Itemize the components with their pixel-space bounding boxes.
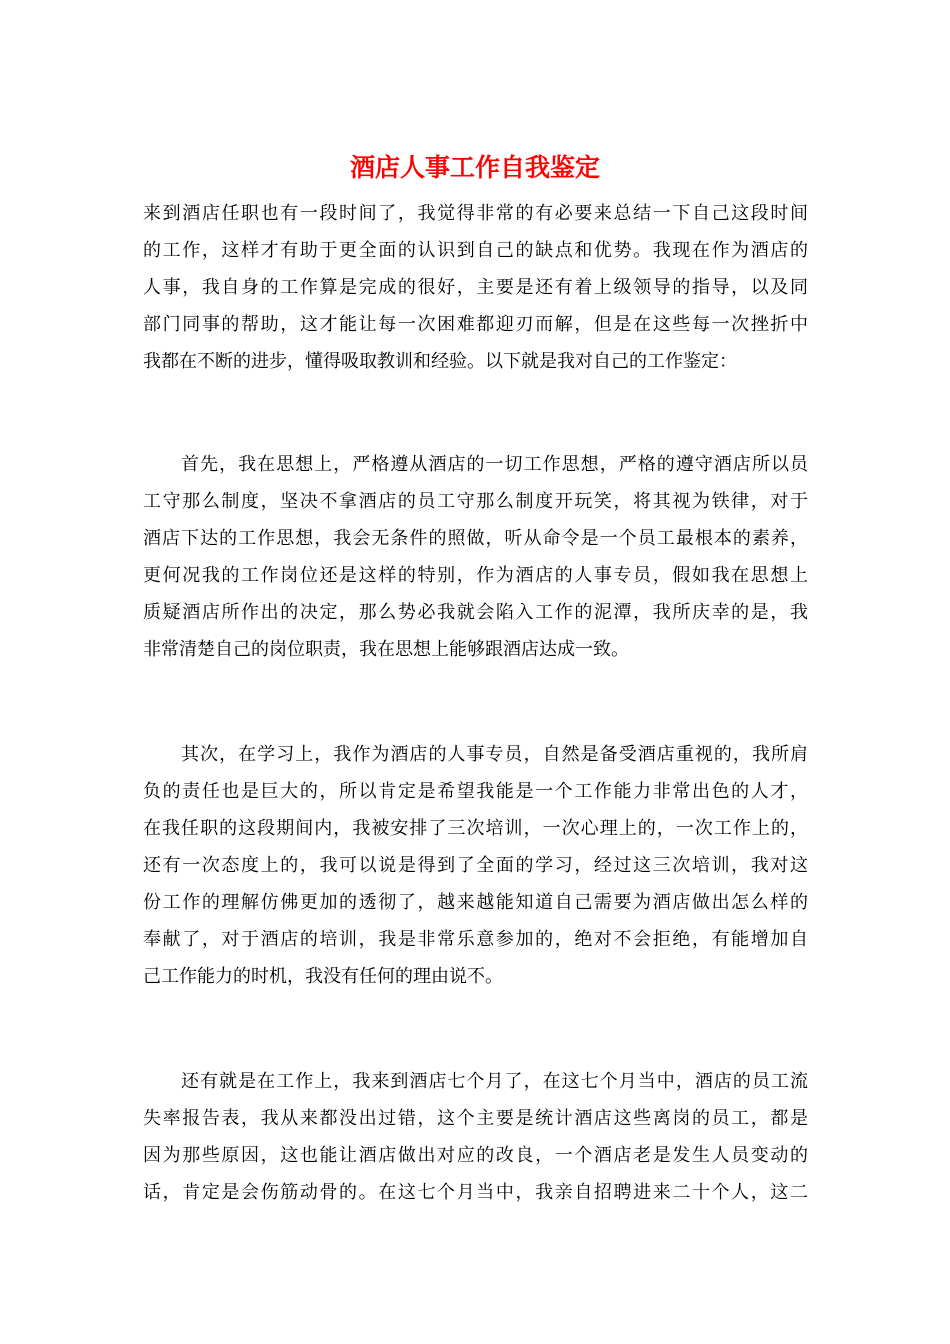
text-line: 我都在不断的进步，懂得吸取教训和经验。以下就是我对自己的工作鉴定： xyxy=(143,351,737,372)
text-line: 人事，我自身的工作算是完成的很好，主要是还有着上级领导的指导，以及同 xyxy=(143,277,808,298)
text-line: 还有就是在工作上，我来到酒店七个月了，在这七个月当中，酒店的员工流 xyxy=(143,1071,808,1092)
text-line: 工守那么制度，坚决不拿酒店的员工守那么制度开玩笑，将其视为铁律，对于 xyxy=(143,491,808,512)
text-line: 其次，在学习上，我作为酒店的人事专员，自然是备受酒店重视的，我所肩 xyxy=(143,744,808,765)
text-line: 奉献了，对于酒店的培训，我是非常乐意参加的，绝对不会拒绝，有能增加自 xyxy=(143,929,808,950)
document-title: 酒店人事工作自我鉴定 xyxy=(349,153,600,182)
text-line: 份工作的理解仿佛更加的透彻了，越来越能知道自己需要为酒店做出怎么样的 xyxy=(143,892,808,913)
text-line: 非常清楚自己的岗位职责，我在思想上能够跟酒店达成一致。 xyxy=(143,639,629,660)
paragraph-thought xyxy=(143,446,808,668)
paragraph-study xyxy=(143,736,808,995)
text-line: 还有一次态度上的，我可以说是得到了全面的学习，经过这三次培训，我对这 xyxy=(143,855,808,876)
text-line: 首先，我在思想上，严格遵从酒店的一切工作思想，严格的遵守酒店所以员 xyxy=(143,454,808,475)
text-line: 负的责任也是巨大的，所以肯定是希望我能是一个工作能力非常出色的人才， xyxy=(143,781,808,802)
paragraph-intro xyxy=(143,195,808,380)
text-line: 更何况我的工作岗位还是这样的特别，作为酒店的人事专员，假如我在思想上 xyxy=(143,565,808,586)
text-line: 部门同事的帮助，这才能让每一次困难都迎刃而解，但是在这些每一次挫折中 xyxy=(143,314,808,335)
text-line: 话，肯定是会伤筋动骨的。在这七个月当中，我亲自招聘进来二十个人，这二 xyxy=(143,1182,808,1203)
text-line: 的工作，这样才有助于更全面的认识到自己的缺点和优势。我现在作为酒店的 xyxy=(143,240,808,261)
text-line: 质疑酒店所作出的决定，那么势必我就会陷入工作的泥潭，我所庆幸的是，我 xyxy=(143,602,808,623)
text-line: 在我任职的这段期间内，我被安排了三次培训，一次心理上的，一次工作上的， xyxy=(143,818,808,839)
text-line: 酒店下达的工作思想，我会无条件的照做，听从命令是一个员工最根本的素养， xyxy=(143,528,808,549)
text-line: 来到酒店任职也有一段时间了，我觉得非常的有必要来总结一下自己这段时间 xyxy=(143,203,808,224)
text-line: 因为那些原因，这也能让酒店做出对应的改良，一个酒店老是发生人员变动的 xyxy=(143,1145,808,1166)
text-line: 己工作能力的时机，我没有任何的理由说不。 xyxy=(143,966,503,987)
paragraph-work xyxy=(143,1063,808,1211)
text-line: 失率报告表，我从来都没出过错，这个主要是统计酒店这些离岗的员工，都是 xyxy=(143,1108,808,1129)
